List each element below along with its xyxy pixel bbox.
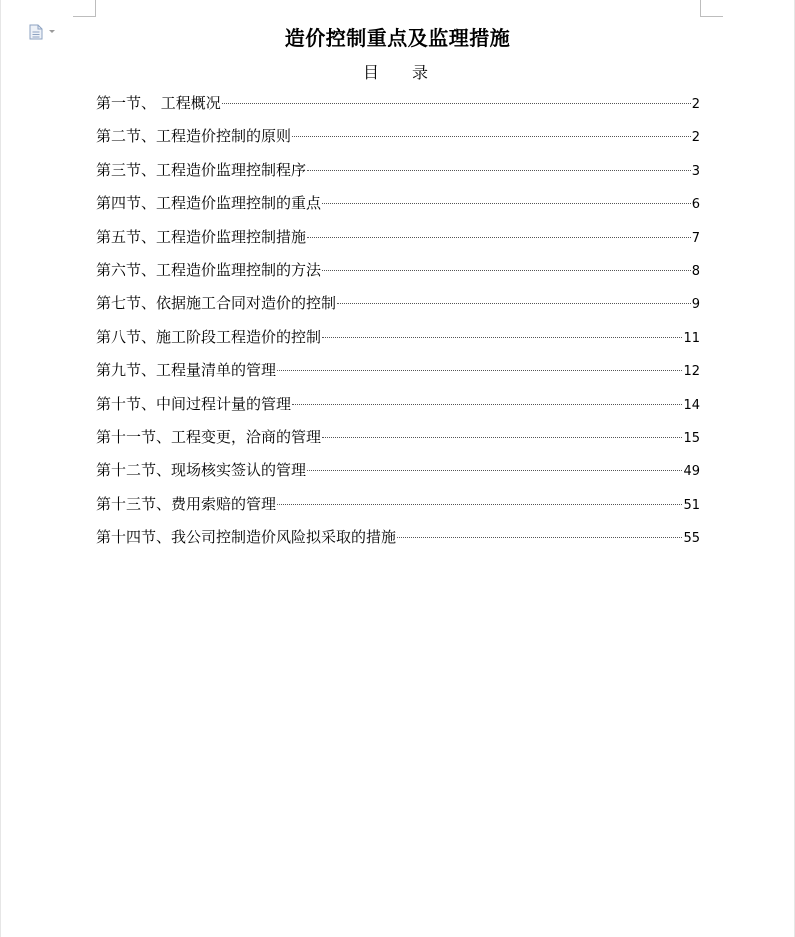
toc-entry-title: 第一节、 工程概况: [96, 94, 221, 112]
toc-entry-page-number: 11: [683, 330, 700, 346]
toc-dot-leader: [222, 103, 691, 104]
toc-entry[interactable]: [96, 357, 700, 390]
toc-dot-leader: [322, 203, 691, 204]
toc-entry[interactable]: [96, 290, 700, 323]
toc-entry-page-number: 14: [683, 397, 700, 413]
toc-entry-title: 第十四节、我公司控制造价风险拟采取的措施: [96, 528, 397, 547]
toc-entry-title: 第八节、施工阶段工程造价的控制: [96, 327, 322, 346]
toc-entry[interactable]: [96, 123, 700, 156]
toc-entry-page-number: 51: [683, 497, 700, 513]
toc-entry-page-number: 7: [691, 230, 700, 246]
crop-mark-top-left: [73, 0, 96, 17]
document-title: 造价控制重点及监理措施: [284, 26, 511, 50]
toc-entry-page-number: 6: [691, 197, 700, 213]
toc-entry-title: 第三节、工程造价监理控制程序: [96, 160, 307, 179]
toc-entry-title: 第七节、依据施工合同对造价的控制: [96, 294, 337, 313]
toc-heading: 目 录: [362, 63, 443, 82]
toc-entry[interactable]: [96, 524, 700, 557]
toc-entry-page-number: 49: [683, 464, 700, 480]
toc-dot-leader: [307, 470, 682, 471]
toc-entry[interactable]: [96, 424, 700, 457]
toc-entry-page-number: 3: [691, 163, 700, 179]
toc-entry-page-number: 2: [691, 97, 700, 112]
toc-entry[interactable]: [96, 257, 700, 290]
toc-entry-page-number: 12: [683, 364, 700, 380]
toc-entry-title: 第二节、工程造价控制的原则: [96, 127, 292, 146]
toc-entry[interactable]: [96, 324, 700, 357]
toc-entry[interactable]: [96, 457, 700, 490]
toc-entry-title: 第四节、工程造价监理控制的重点: [96, 194, 322, 213]
toc-entry[interactable]: [96, 224, 700, 257]
toc-entry-title: 第十二节、现场核实签认的管理: [96, 461, 307, 480]
toc-entry-page-number: 55: [683, 531, 700, 547]
crop-mark-top-right: [700, 0, 723, 17]
toc-entry-page-number: 9: [691, 297, 700, 313]
toc-entry-title: 第六节、工程造价监理控制的方法: [96, 260, 322, 279]
toc-entry-title: 第五节、工程造价监理控制措施: [96, 227, 307, 246]
toc-entry-title: 第十一节、工程变更，洽商的管理: [96, 427, 322, 446]
toc-entry[interactable]: [96, 391, 700, 424]
toc-dot-leader: [277, 370, 682, 371]
toc-dot-leader: [322, 270, 691, 271]
toc-entry-title: 第九节、工程量清单的管理: [96, 361, 277, 380]
toc-entry[interactable]: [96, 90, 700, 123]
toc-dot-leader: [337, 303, 691, 304]
toc-entry-page-number: 2: [691, 130, 700, 146]
toc-entry[interactable]: [96, 157, 700, 190]
toc-dot-leader: [397, 537, 682, 538]
toc-entry[interactable]: [96, 491, 700, 524]
toc-dot-leader: [307, 170, 691, 171]
toc-dot-leader: [322, 437, 682, 438]
toc-entry-page-number: 15: [683, 430, 700, 446]
table-of-contents: [96, 90, 700, 557]
toc-dot-leader: [307, 237, 691, 238]
toc-dot-leader: [322, 337, 682, 338]
toc-dot-leader: [292, 136, 691, 137]
toc-entry-title: 第十三节、费用索赔的管理: [96, 494, 277, 513]
toc-dot-leader: [277, 504, 682, 505]
toc-entry-title: 第十节、中间过程计量的管理: [96, 394, 292, 413]
toc-entry-page-number: 8: [691, 263, 700, 279]
toc-entry[interactable]: [96, 190, 700, 223]
toc-dot-leader: [292, 404, 682, 405]
